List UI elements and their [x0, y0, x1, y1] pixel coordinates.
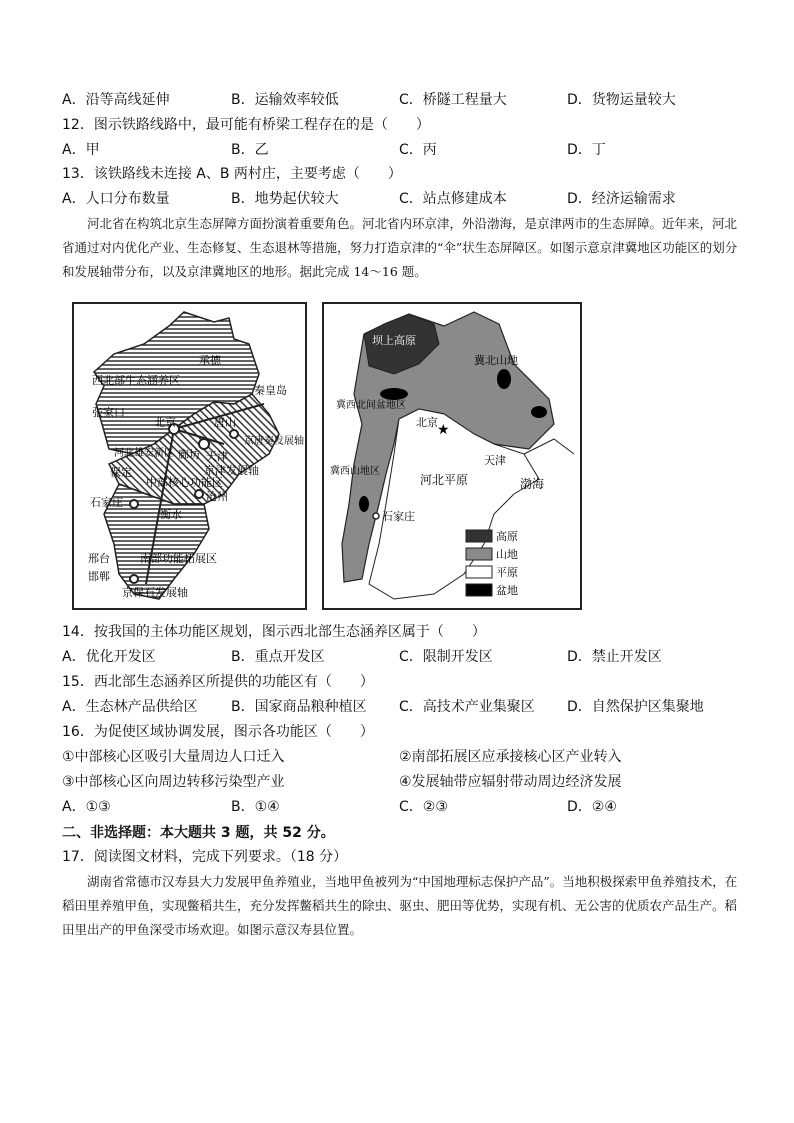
- q14-stem: 14．按我国的主体功能区规划，图示西北部生态涵养区属于（ ）: [62, 624, 486, 640]
- q15-option-b: B．国家商品粮种植区: [231, 699, 367, 715]
- q17-stem: 17．阅读图文材料，完成下列要求。（18 分）: [62, 849, 348, 865]
- label-south: 南部功能拓展区: [140, 552, 217, 565]
- q13-option-d: D．经济运输需求: [567, 191, 676, 207]
- label-jibei: 冀北山地: [474, 354, 518, 367]
- label-northwest: 西北部生态涵养区: [92, 374, 180, 387]
- label-tangshan: 唐山: [214, 416, 236, 429]
- label-beijing: 北京: [416, 416, 438, 429]
- label-tianjin: 天津: [206, 450, 228, 463]
- passage-jingjinji: 河北省在构筑北京生态屏障方面扮演着重要角色。河北省内环京津，外沿渤海，是京津两市的生态屏障。近年来，河北省通过对内优化产业、生态修复、生态退林等措施，努力打造京津的“伞”状生态屏障区。如图示意京津冀地区功能区的划分和发展轴带分布，以及京津冀地区的地形。据此完成 14～16 题。: [62, 216, 738, 279]
- q12-option-d: D．丁: [567, 142, 606, 158]
- q15-option-a: A．生态林产品供给区: [62, 699, 198, 715]
- label-jixibei: 冀西北间盆地区: [336, 400, 406, 411]
- q16-item-2: ②南部拓展区应承接核心区产业转入: [399, 749, 622, 765]
- q12-stem: 12．图示铁路线路中，最可能有桥梁工程存在的是（ ）: [62, 117, 430, 133]
- q12-option-c: C．丙: [399, 142, 437, 158]
- label-handan: 邯郸: [88, 570, 110, 583]
- label-qinhuangdao: 秦皇岛: [254, 384, 287, 397]
- passage-hanshou: 湖南省常德市汉寿县大力发展甲鱼养殖业，当地甲鱼被列为“中国地理标志保护产品”。当地积极探索甲鱼养殖技术，在稻田里养殖甲鱼，实现鳖稻共生，充分发挥鳖稻共生的除虫、驱虫、肥田等优势，实现有机、无公害的优质农产品生产。稻田里出产的甲鱼深受市场欢迎。如图示意汉寿县位置。: [62, 874, 738, 937]
- label-zhangjiakou: 张家口: [92, 406, 125, 419]
- label-central: 中部核心功能区: [146, 476, 223, 489]
- functional-zone-map-svg: [74, 304, 305, 608]
- basin-4: [359, 496, 369, 512]
- terrain-map-svg: [324, 304, 580, 608]
- label-beijing: 北京: [154, 416, 176, 429]
- q16-option-c: C．②③: [399, 799, 448, 815]
- q11-option-d: D．货物运量较大: [567, 92, 676, 108]
- q16-option-d: D．②④: [567, 799, 617, 815]
- q12-option-a: A．甲: [62, 142, 100, 158]
- label-xiong: 河北雄安新区: [114, 448, 174, 459]
- q15-option-d: D．自然保护区集聚地: [567, 699, 704, 715]
- tianjin-dot: [199, 439, 209, 449]
- beijing-star-icon: ★: [437, 422, 450, 438]
- shijiazhuang-dot: [130, 500, 138, 508]
- q16-item-1: ①中部核心区吸引大量周边人口迁入: [62, 749, 285, 765]
- section-heading: 二、非选择题：本大题共 3 题，共 52 分。: [62, 825, 335, 841]
- legend-mountain: 山地: [496, 548, 518, 561]
- basin-3: [531, 406, 547, 418]
- q16-option-b: B．①④: [231, 799, 280, 815]
- label-hengshui: 衡水: [160, 508, 182, 521]
- label-jingtang: 京唐秦发展轴: [244, 436, 304, 447]
- q13-option-b: B．地势起伏较大: [231, 191, 339, 207]
- label-bashang: 坝上高原: [372, 334, 416, 347]
- label-shijiazhuang: 石家庄: [90, 496, 123, 509]
- label-jingbao: 京保石发展轴: [122, 586, 188, 599]
- q16-stem: 16．为促使区域协调发展，图示各功能区（ ）: [62, 724, 374, 740]
- shijiazhuang-dot: [373, 513, 379, 519]
- q11-option-c: C．桥隧工程量大: [399, 92, 507, 108]
- label-langfang: 廊坊: [178, 448, 200, 461]
- label-baoding: 保定: [110, 466, 132, 479]
- q12-option-b: B．乙: [231, 142, 269, 158]
- q13-option-a: A．人口分布数量: [62, 191, 170, 207]
- label-xingtai: 邢台: [88, 552, 110, 565]
- cangzhou-dot: [195, 490, 203, 498]
- label-jingjin: 京津发展轴: [204, 464, 259, 477]
- legend-plateau: 高原: [496, 530, 518, 543]
- q15-option-c: C．高技术产业集聚区: [399, 699, 535, 715]
- functional-zone-map: [72, 302, 307, 610]
- q11-option-a: A．沿等高线延伸: [62, 92, 170, 108]
- handan-dot: [130, 575, 138, 583]
- q16-item-4: ④发展轴带应辐射带动周边经济发展: [399, 774, 622, 790]
- label-tianjin: 天津: [484, 454, 506, 467]
- label-chengde: 承德: [199, 354, 221, 367]
- q15-stem: 15．西北部生态涵养区所提供的功能区有（ ）: [62, 674, 374, 690]
- basin-1: [380, 388, 408, 400]
- q14-option-a: A．优化开发区: [62, 649, 156, 665]
- tangshan-dot: [230, 430, 238, 438]
- label-cangzhou: 沧州: [206, 490, 228, 503]
- q13-stem: 13．该铁路线未连接 A、B 两村庄，主要考虑（ ）: [62, 166, 402, 182]
- q14-option-c: C．限制开发区: [399, 649, 493, 665]
- legend-plain: 平原: [496, 566, 518, 579]
- q14-option-d: D．禁止开发区: [567, 649, 662, 665]
- basin-2: [497, 369, 511, 389]
- q16-option-a: A．①③: [62, 799, 111, 815]
- q16-item-3: ③中部核心区向周边转移污染型产业: [62, 774, 285, 790]
- label-jixi: 冀西山地区: [330, 466, 380, 477]
- q11-option-b: B．运输效率较低: [231, 92, 339, 108]
- terrain-map: [322, 302, 582, 610]
- terrain-legend: [466, 529, 518, 597]
- q14-option-b: B．重点开发区: [231, 649, 325, 665]
- label-bohai: 渤海: [520, 477, 545, 491]
- legend-basin: 盆地: [496, 584, 518, 597]
- label-hebeiplain: 河北平原: [420, 473, 469, 487]
- label-shijiazhuang: 石家庄: [382, 510, 415, 523]
- q13-option-c: C．站点修建成本: [399, 191, 507, 207]
